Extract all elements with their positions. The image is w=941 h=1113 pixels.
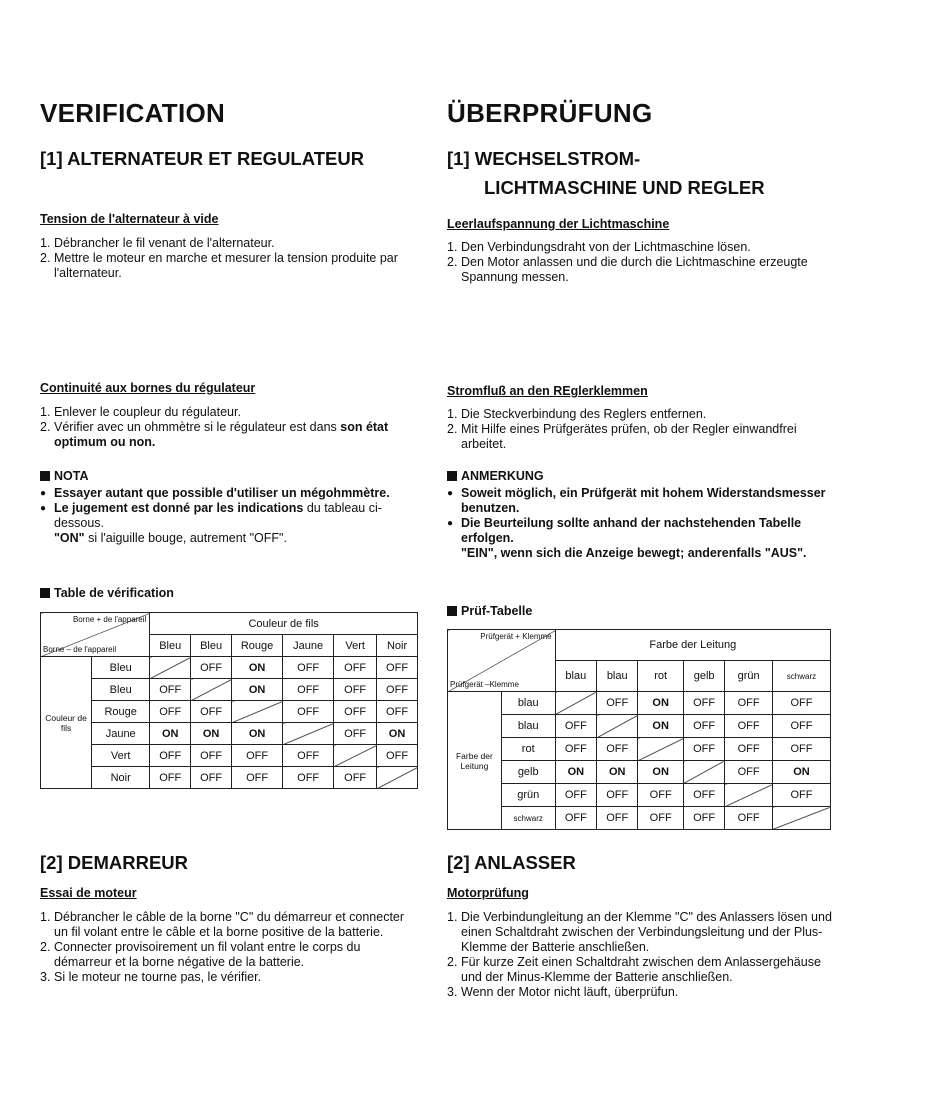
list-stromfluss <box>447 407 832 452</box>
list-item: 2. Den Motor anlassen und die durch die Lichtmaschine erzeugte Spannung messen. <box>447 255 808 284</box>
subheading-stromfluss: Stromfluß an den REglerklemmen <box>447 384 648 398</box>
table-row <box>448 784 831 807</box>
table-cell: ON <box>377 723 418 745</box>
section-heading-lichtmaschine: LICHTMASCHINE UND REGLER <box>484 177 765 198</box>
table-cell: OFF <box>334 679 377 701</box>
table-cell: ON <box>150 723 191 745</box>
corner-label-minus: Prüfgerät –Klemme <box>450 680 519 689</box>
table-cell: OFF <box>772 715 830 738</box>
diagonal-cell <box>555 692 596 715</box>
list-item: 3. Si le moteur ne tourne pas, le vérifier. <box>40 970 262 984</box>
note-heading-anmerkung: ANMERKUNG <box>447 469 544 483</box>
square-bullet-icon <box>447 471 457 481</box>
table-cell: ON <box>555 761 596 784</box>
section-heading-alternateur: [1] ALTERNATEUR ET REGULATEUR <box>40 148 365 169</box>
table-cell: OFF <box>150 679 191 701</box>
column-header: grün <box>725 661 773 692</box>
subheading-tension: Tension de l'alternateur à vide <box>40 212 219 226</box>
subheading-continuite: Continuité aux bornes du régulateur <box>40 381 256 395</box>
table-corner-cell <box>41 613 150 657</box>
row-header: gelb <box>501 761 555 784</box>
table-cell: OFF <box>725 738 773 761</box>
table-cell: OFF <box>555 738 596 761</box>
list-essai <box>40 910 420 985</box>
list-item: 1. Débrancher le fil venant de l'alternateur. <box>40 236 275 250</box>
list-item: ● Die Beurteilung sollte anhand der nachstehenden Tabelle erfolgen. "EIN", wenn sich die Anzeige bewegt; anderenfalls "AUS". <box>447 516 832 561</box>
section-heading-wechselstrom: [1] WECHSELSTROM- <box>447 148 641 169</box>
list-item: 2. Mettre le moteur en marche et mesurer la tension produite par l'alternateur. <box>40 251 398 280</box>
table-cell: OFF <box>683 807 724 830</box>
note-heading-table-de: Prüf-Tabelle <box>447 604 532 618</box>
corner-label-plus: Prüfgerät + Klemme <box>480 632 552 641</box>
table-cell: OFF <box>772 784 830 807</box>
table-cell: OFF <box>638 784 684 807</box>
table-cell: ON <box>638 692 684 715</box>
table-cell: OFF <box>597 784 638 807</box>
table-cell: ON <box>232 657 283 679</box>
table-cell: OFF <box>232 767 283 789</box>
table-cell: OFF <box>725 807 773 830</box>
list-item: ● Soweit möglich, ein Prüfgerät mit hohem Widerstandsmesser benutzen. <box>447 486 832 516</box>
table-cell: OFF <box>191 745 232 767</box>
column-header: blau <box>555 661 596 692</box>
table-cell: OFF <box>191 767 232 789</box>
subheading-leerlauf: Leerlaufspannung der Lichtmaschine <box>447 217 670 231</box>
table-row <box>41 701 418 723</box>
table-cell: OFF <box>334 657 377 679</box>
diagonal-cell <box>191 679 232 701</box>
column-header: Noir <box>377 635 418 657</box>
table-cell: ON <box>638 715 684 738</box>
table-cell: OFF <box>191 701 232 723</box>
table-cell: OFF <box>334 723 377 745</box>
table-cell: OFF <box>377 657 418 679</box>
square-bullet-icon <box>447 606 457 616</box>
column-header: Rouge <box>232 635 283 657</box>
column-header: Bleu <box>191 635 232 657</box>
list-leerlauf <box>447 240 832 285</box>
table-cell: OFF <box>283 679 334 701</box>
table-row <box>41 723 418 745</box>
list-item: ● Essayer autant que possible d'utiliser un mégohmmètre. <box>40 486 420 501</box>
row-header: rot <box>501 738 555 761</box>
table-cell: OFF <box>597 807 638 830</box>
row-header: blau <box>501 692 555 715</box>
list-tension <box>40 236 420 281</box>
table-cell: OFF <box>683 715 724 738</box>
table-row <box>41 767 418 789</box>
diagonal-cell <box>772 807 830 830</box>
table-cell: OFF <box>150 745 191 767</box>
row-header: Rouge <box>92 701 150 723</box>
corner-label-plus: Borne + de l'appareil <box>72 615 147 624</box>
list-anmerkung <box>447 486 832 561</box>
table-cell: OFF <box>725 692 773 715</box>
row-header: Jaune <box>92 723 150 745</box>
diagonal-cell <box>683 761 724 784</box>
section-heading-demarreur: [2] DEMARREUR <box>40 852 188 873</box>
row-header: Noir <box>92 767 150 789</box>
note-heading-nota: NOTA <box>40 469 89 483</box>
column-group-header: Couleur de fils <box>150 613 418 635</box>
table-corner-cell <box>448 630 556 692</box>
list-item: 2. Connecter provisoirement un fil volant entre le corps du démarreur et la borne négative de la batterie. <box>40 940 361 969</box>
table-cell: OFF <box>597 692 638 715</box>
table-cell: ON <box>772 761 830 784</box>
table-cell: ON <box>232 679 283 701</box>
table-row <box>448 807 831 830</box>
table-row <box>448 692 831 715</box>
row-header: Bleu <box>92 679 150 701</box>
table-cell: ON <box>232 723 283 745</box>
table-cell: OFF <box>283 767 334 789</box>
verification-table-de <box>447 629 831 830</box>
diagonal-cell <box>283 723 334 745</box>
table-cell: OFF <box>555 784 596 807</box>
row-header: blau <box>501 715 555 738</box>
list-item: 3. Wenn der Motor nicht läuft, überprüfun. <box>447 985 679 999</box>
table-cell: OFF <box>683 692 724 715</box>
subheading-essai: Essai de moteur <box>40 886 137 900</box>
table-cell: OFF <box>725 761 773 784</box>
column-header: Jaune <box>283 635 334 657</box>
list-item: 2. Mit Hilfe eines Prüfgerätes prüfen, ob der Regler einwandfrei arbeitet. <box>447 422 797 451</box>
page-title-fr: VERIFICATION <box>40 98 226 128</box>
table-cell: OFF <box>150 767 191 789</box>
column-header: schwarz <box>772 661 830 692</box>
table-cell: OFF <box>283 745 334 767</box>
list-item: ● Le jugement est donné par les indications du tableau ci-dessous. "ON" si l'aiguille bouge, autrement "OFF". <box>40 501 420 546</box>
diagonal-cell <box>334 745 377 767</box>
subheading-motorpruefung: Motorprüfung <box>447 886 529 900</box>
column-group-header: Farbe der Leitung <box>555 630 830 661</box>
list-item: 1. Enlever le coupleur du régulateur. <box>40 405 241 419</box>
row-group-label: Couleur de fils <box>41 657 92 789</box>
note-heading-table-fr: Table de vérification <box>40 586 174 600</box>
table-cell: OFF <box>725 715 773 738</box>
list-item: 1. Débrancher le câble de la borne "C" du démarreur et connecter un fil volant entre le câble et la borne positive de la batterie. <box>40 910 405 939</box>
table-row <box>448 738 831 761</box>
page-title-de: ÜBERPRÜFUNG <box>447 98 653 128</box>
table-cell: OFF <box>555 715 596 738</box>
table-cell: OFF <box>772 738 830 761</box>
column-header: rot <box>638 661 684 692</box>
diagonal-cell <box>232 701 283 723</box>
table-cell: OFF <box>150 701 191 723</box>
table-cell: OFF <box>638 807 684 830</box>
table-cell: ON <box>638 761 684 784</box>
verification-table-fr <box>40 612 418 789</box>
list-continuite <box>40 405 420 450</box>
diagonal-cell <box>725 784 773 807</box>
table-cell: OFF <box>683 784 724 807</box>
diagonal-cell <box>150 657 191 679</box>
table-cell: OFF <box>377 679 418 701</box>
table-cell: ON <box>191 723 232 745</box>
row-header: schwarz <box>501 807 555 830</box>
square-bullet-icon <box>40 588 50 598</box>
list-item: 2. Vérifier avec un ohmmètre si le régulateur est dans son état optimum ou non. <box>40 420 389 449</box>
table-cell: OFF <box>683 738 724 761</box>
list-item: 2. Für kurze Zeit einen Schaltdraht zwischen dem Anlassergehäuse und der Minus-Klemme der Batterie anschließen. <box>447 955 821 984</box>
list-motorpruefung <box>447 910 832 1000</box>
table-row <box>41 679 418 701</box>
diagonal-cell <box>377 767 418 789</box>
list-item: 1. Die Verbindungleitung an der Klemme "C" des Anlassers lösen und einen Schaltdraht zwischen der Verbindungsleitung und der Plus-Klemme der Batterie anschließen. <box>447 910 832 954</box>
table-cell: OFF <box>597 738 638 761</box>
table-row <box>41 657 418 679</box>
diagonal-cell <box>597 715 638 738</box>
table-cell: OFF <box>555 807 596 830</box>
column-header: Vert <box>334 635 377 657</box>
table-cell: OFF <box>283 701 334 723</box>
table-cell: OFF <box>377 745 418 767</box>
table-cell: OFF <box>334 701 377 723</box>
list-nota <box>40 486 420 546</box>
table-cell: OFF <box>334 767 377 789</box>
square-bullet-icon <box>40 471 50 481</box>
diagonal-cell <box>638 738 684 761</box>
table-cell: ON <box>597 761 638 784</box>
list-item: 1. Die Steckverbindung des Reglers entfernen. <box>447 407 707 421</box>
table-cell: OFF <box>232 745 283 767</box>
table-cell: OFF <box>377 701 418 723</box>
column-header: blau <box>597 661 638 692</box>
row-header: Vert <box>92 745 150 767</box>
table-row <box>448 715 831 738</box>
row-header: grün <box>501 784 555 807</box>
table-row <box>448 761 831 784</box>
table-cell: OFF <box>191 657 232 679</box>
section-heading-anlasser: [2] ANLASSER <box>447 852 576 873</box>
column-header: Bleu <box>150 635 191 657</box>
table-cell: OFF <box>283 657 334 679</box>
corner-label-minus: Borne – de l'appareil <box>43 645 117 654</box>
column-header: gelb <box>683 661 724 692</box>
table-row <box>41 745 418 767</box>
list-item: 1. Den Verbindungsdraht von der Lichtmaschine lösen. <box>447 240 751 254</box>
table-cell: OFF <box>772 692 830 715</box>
row-group-label: Farbe der Leitung <box>448 692 502 830</box>
row-header: Bleu <box>92 657 150 679</box>
